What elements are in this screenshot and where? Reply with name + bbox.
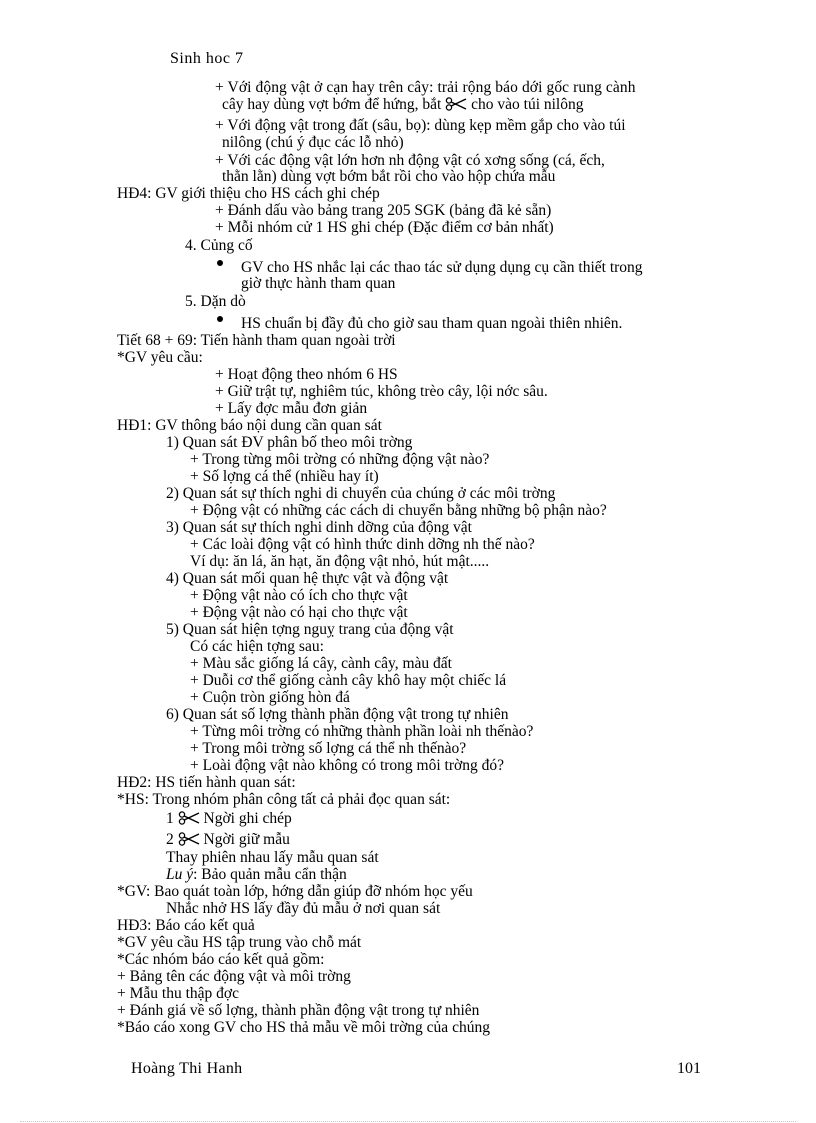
section-heading: HĐ1: GV thông báo nội dung cần quan sát [117,417,382,434]
text-line: + Đánh giá về số lợng, thành phần động vật trong tự nhiên [117,1002,480,1019]
numbered-item: 1) Quan sát ĐV phân bố theo môi trờng [166,434,413,451]
text-line: + Giữ trật tự, nghiêm túc, không trèo cây, lội nớc sâu. [215,383,548,400]
text-line: + Loài động vật nào không có trong môi trờng đó? [190,757,504,774]
text-line: + Trong môi trờng số lợng cá thể nh thếnào? [190,740,467,757]
text-line: + Bảng tên các động vật và môi trờng [117,968,351,985]
text-line: Thay phiên nhau lấy mẫu quan sát [166,849,379,866]
text-line: + Màu sắc giống lá cây, cành cây, màu đất [190,655,452,672]
text-line: *GV yêu cầu HS tập trung vào chỗ mát [117,934,362,951]
numbered-item: 3) Quan sát sự thích nghi dinh dỡng của động vật [166,519,472,536]
numbered-item: 6) Quan sát số lợng thành phần động vật trong tự nhiên [166,706,509,723]
text-line: + Động vật có những các cách di chuyển bằng những bộ phận nào? [190,502,607,519]
text-segment: cây hay dùng vợt bớm để hứng, bắt [222,96,442,113]
text-segment: cho vào túi nilông [471,96,584,113]
section-heading: Tiết 68 + 69: Tiến hành tham quan ngoài trời [117,332,396,349]
numbered-item: 2) Quan sát sự thích nghi di chuyển của chúng ở các môi trờng [166,485,556,502]
text-segment: Lu ý [166,866,194,883]
text-line: + Hoạt động theo nhóm 6 HS [215,366,398,383]
text-line: + Đánh dấu vào bảng trang 205 SGK (bảng đã kẻ sẵn) [215,202,552,219]
text-line: + Từng môi trờng có những thành phần loài nh thếnào? [190,723,534,740]
text-line: *Báo cáo xong GV cho HS thả mẫu về môi trờng của chúng [117,1019,490,1036]
text-line [166,831,290,848]
numbered-heading: 5. Dặn dò [185,293,246,310]
text-line: Có các hiện tợng sau: [190,638,324,655]
text-segment: Ngời giữ mẫu [203,831,290,848]
text-line: + Động vật nào có ích cho thực vật [190,587,408,604]
text-line: GV cho HS nhắc lại các thao tác sử dụng dụng cụ cần thiết trong [241,259,643,276]
text-line: + Số lợng cá thể (nhiều hay ít) [190,468,379,485]
numbered-item: 5) Quan sát hiện tợng nguỵ trang của động vật [166,621,454,638]
text-line: + Cuộn tròn giống hòn đá [190,689,350,706]
scissors-icon [445,97,467,111]
page-footer-author: Hoàng Thi Hanh [131,1060,243,1077]
text-line: + Với các động vật lớn hơn nh động vật có xơng sống (cá, ếch, [215,152,605,169]
bullet-icon [217,260,223,266]
text-line: HS chuẩn bị đầy đủ cho giờ sau tham quan ngoài thiên nhiên. [241,315,623,332]
text-line: *GV yêu cầu: [117,349,203,366]
numbered-item: 4) Quan sát mối quan hệ thực vật và động vật [166,570,449,587]
text-line: + Trong từng môi trờng có những động vật nào? [190,451,490,468]
scissors-icon [178,811,200,825]
text-line: thằn lằn) dùng vợt bớm bắt rồi cho vào hộp chứa mẫu [222,168,556,185]
bullet-icon [217,316,223,322]
text-line: + Với động vật ở cạn hay trên cây: trải rộng báo dới gốc rung cành [215,79,636,96]
text-segment: 1 [166,810,174,827]
text-segment: Ngời ghi chép [203,810,292,827]
text-line: *GV: Bao quát toàn lớp, hớng dẫn giúp đỡ nhóm học yếu [117,883,473,900]
text-line: + Lấy đợc mẫu đơn giản [215,400,368,417]
text-line: + Các loài động vật có hình thức dinh dỡng nh thế nào? [190,536,535,553]
text-segment: 2 [166,831,174,848]
page-number: 101 [677,1060,701,1077]
text-line: *HS: Trong nhóm phân công tất cả phải đọc quan sát: [117,791,451,808]
text-line: *Các nhóm báo cáo kết quả gồm: [117,951,325,968]
text-line: + Mẫu thu thập đợc [117,985,239,1002]
text-line [166,866,347,883]
text-line: giờ thực hành tham quan [241,275,396,292]
text-line: Nhắc nhở HS lấy đầy đủ mẫu ở nơi quan sát [166,900,441,917]
text-segment: : Bảo quản mẫu cẩn thận [193,866,347,883]
text-line [222,96,584,113]
text-line: + Mỗi nhóm cử 1 HS ghi chép (Đặc điểm cơ bản nhất) [215,219,554,236]
text-line: + Động vật nào có hại cho thực vật [190,604,408,621]
text-line: Ví dụ: ăn lá, ăn hạt, ăn động vật nhỏ, hút mật..... [190,553,490,570]
text-line: nilông (chú ý đục các lỗ nhỏ) [222,134,404,151]
page-bottom-divider [20,1121,796,1122]
page-header-subject: Sinh hoc 7 [170,50,244,67]
scissors-icon [178,832,200,846]
section-heading: HĐ4: GV giới thiệu cho HS cách ghi chép [117,185,380,202]
section-heading: HĐ2: HS tiến hành quan sát: [117,774,296,791]
text-line: + Với động vật trong đất (sâu, bọ): dùng kẹp mềm gắp cho vào túi [215,117,626,134]
numbered-heading: 4. Củng cố [185,237,253,254]
section-heading: HĐ3: Báo cáo kết quả [117,917,255,934]
text-line [166,810,292,827]
text-line: + Duỗi cơ thể giống cành cây khô hay một chiếc lá [190,672,507,689]
